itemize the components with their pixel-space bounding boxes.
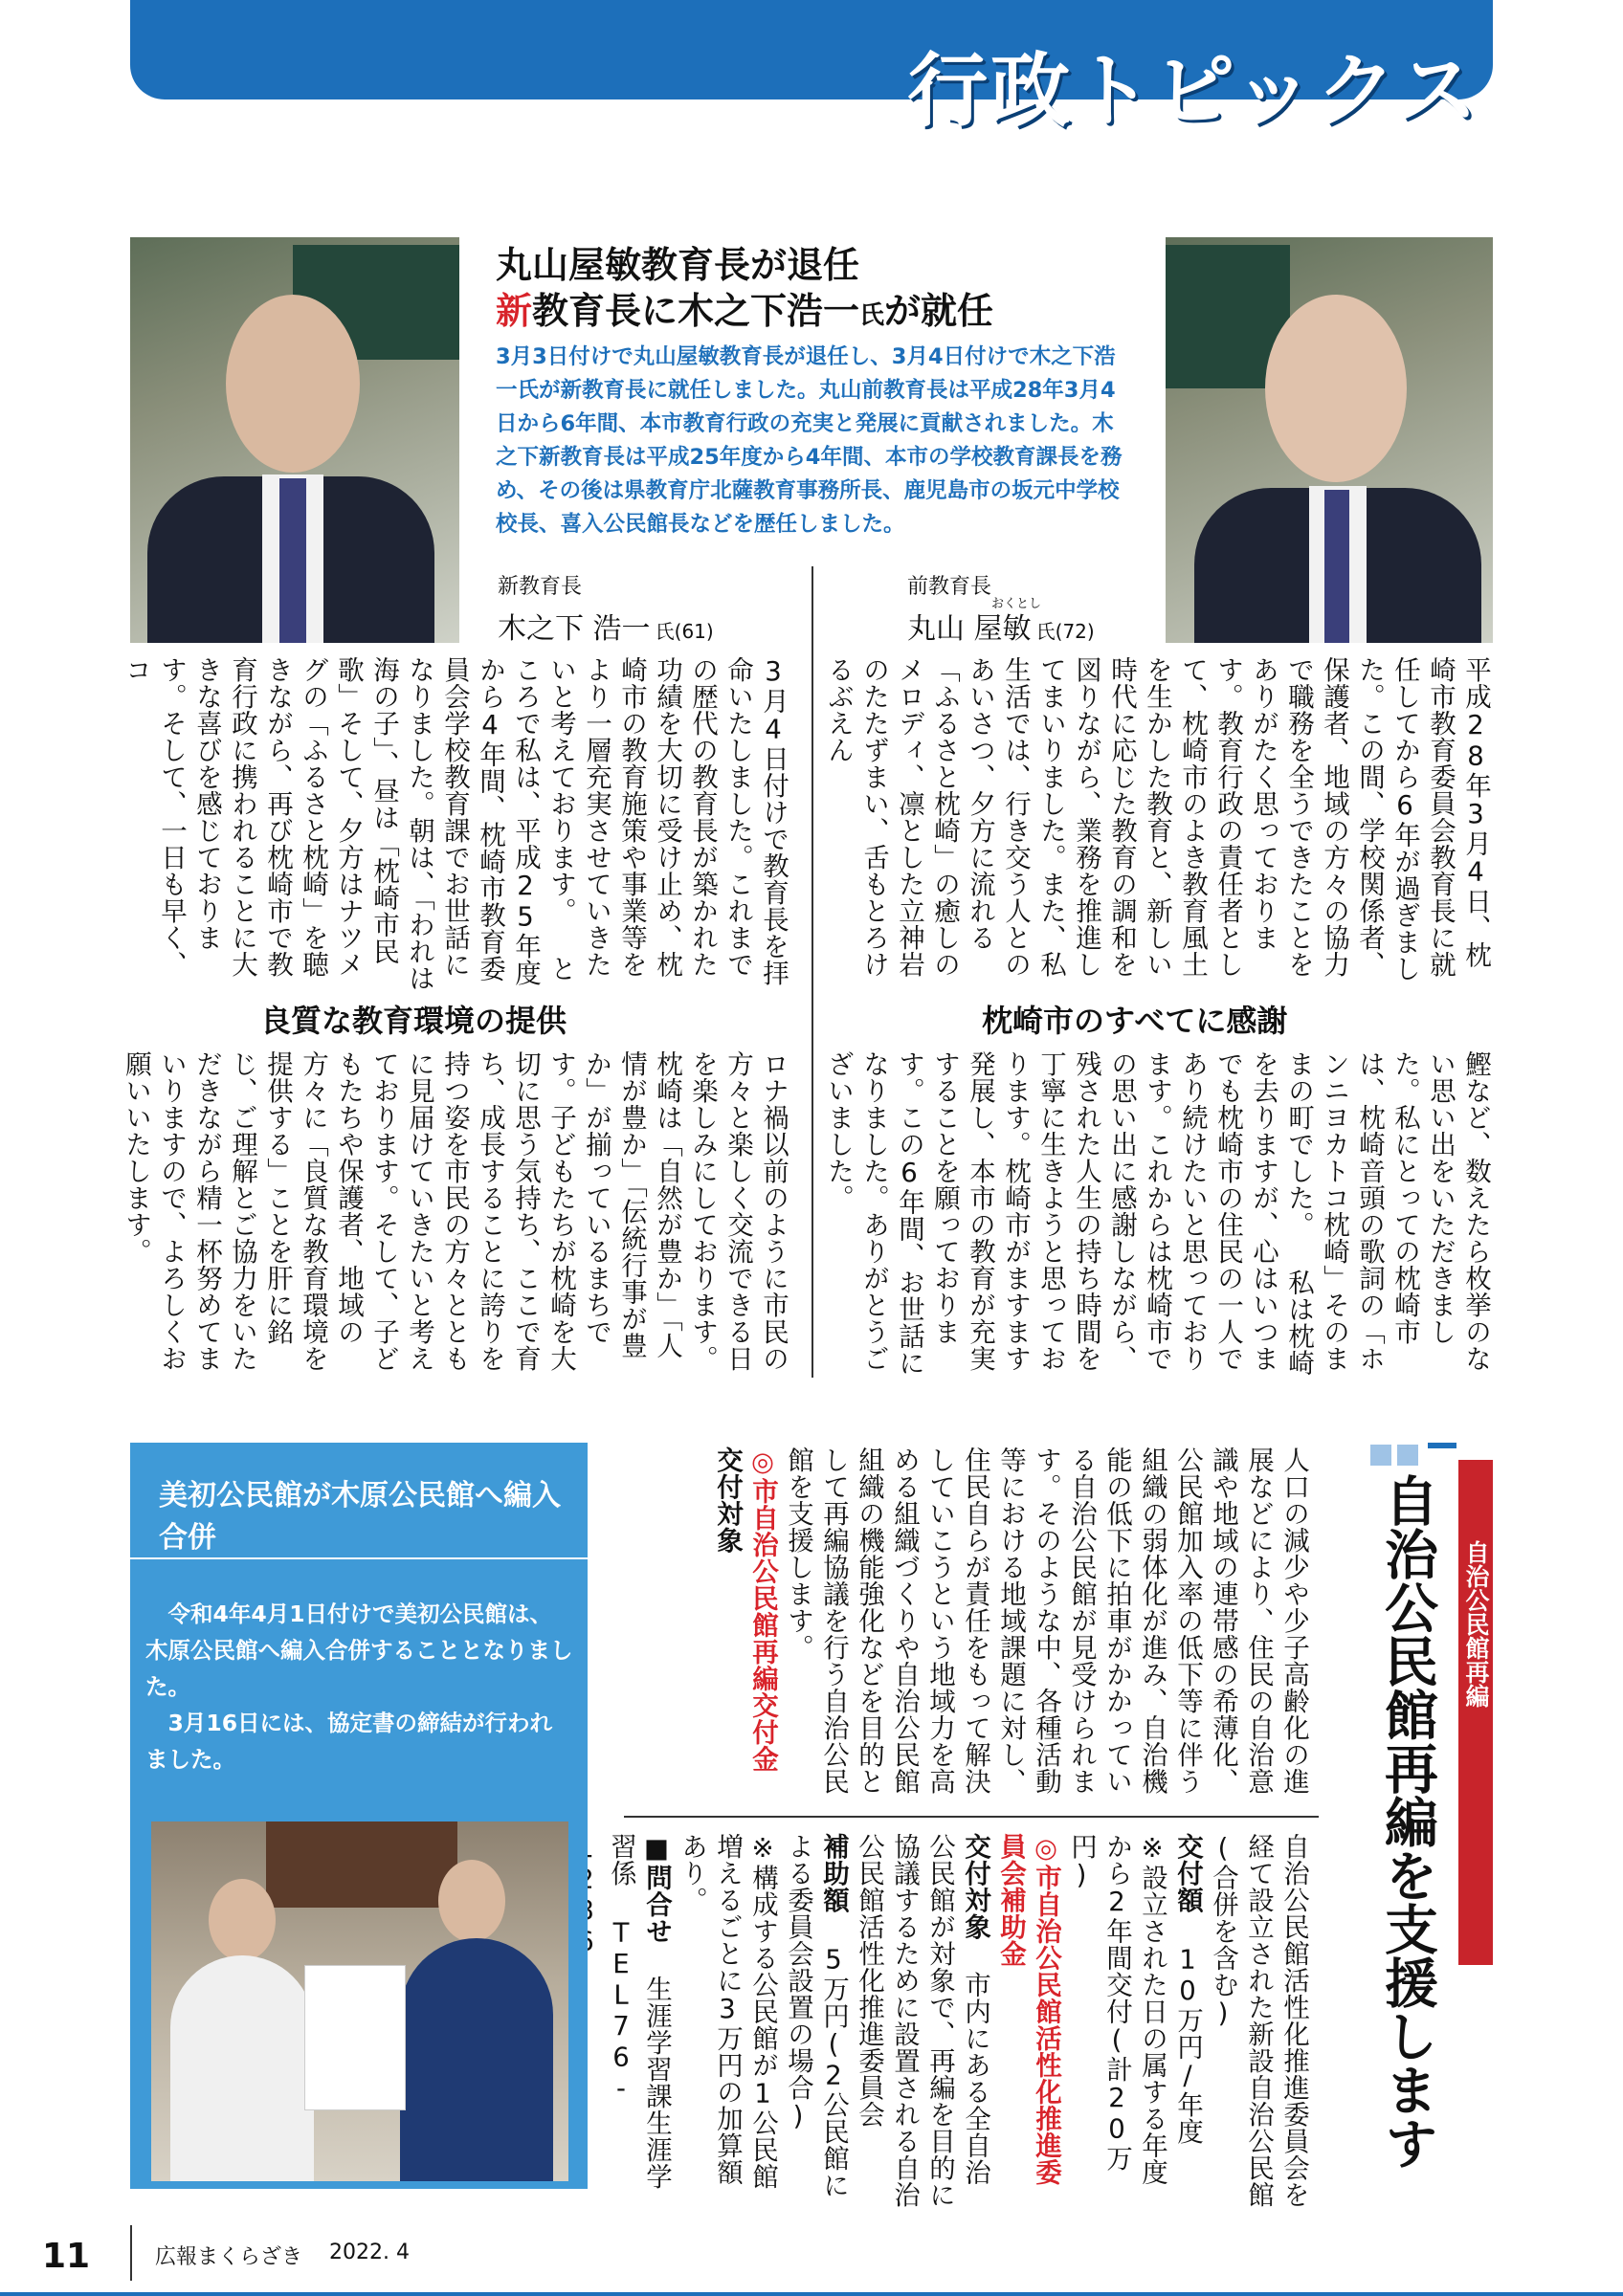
- former-subhead: 枕崎市のすべてに感謝: [982, 1003, 1288, 1039]
- category-badge: [1458, 1460, 1493, 1965]
- publication-name: 広報まくらざき: [155, 2245, 303, 2269]
- headline-line1: 丸山屋敏教育長が退任: [496, 244, 860, 286]
- new-subhead: 良質な教育環境の提供: [260, 1003, 567, 1039]
- support-intro-text: 人口の減少や少子高齢化の進展などにより、住民の自治意識や地域の連帯感の希薄化、公民館加入率の低下等に伴う組織の弱体化が進み、自治機能の低下に拍車がかかっている自治公民館が見受けられます。そのような中、各種活動等における地域課題に対し、住民自らが責任をもって解決していこうという地域力を高める組織づくりや自治公民館組織の機能強化などを目的として再編協議を行う自治公民館を支援します。: [783, 1446, 1309, 1795]
- photo-former-superintendent: [1166, 237, 1493, 643]
- merger-body-2: 3月16日には、協定書の締結が行われました。: [145, 1710, 553, 1773]
- grant2-target: 市内にある全自治公民館が対象で、再編を目的に協議するために設置される自治公民館活性化推進委員会: [854, 1833, 990, 2208]
- grant1-note: ※設立された日の属する年度から2年間交付(計20万円): [1066, 1833, 1167, 2186]
- grant2-note: ※構成する公民館が1公民館増えるごとに3万円の加算額あり。: [677, 1833, 778, 2190]
- footer-divider: [130, 2225, 132, 2281]
- new-body-top: 3月4日付けで教育長を拝命いたしました。これまでの歴代の教育長が築かれた功績を大切に受け止め、枕崎市の教育施策や事業等をより一層充実させていきたいと考えております。 ところで私は、平成25年度から4年間、枕崎市教育委員会学校教育課でお世話になりました。朝は、「われは海の子」、昼は「枕崎市民歌」そして、夕方はナツメグの「ふるさと枕崎」を聴きながら、再び枕崎市で教育行政に携われることに大きな喜びを感じております。そして、一日も早く、コ: [121, 656, 789, 992]
- grant2-amount: 5万円(2公民館による委員会設置の場合): [783, 1833, 849, 2198]
- new-body-bottom: ロナ禍以前のように市民の方々と楽しく交流できる日を楽しみにしております。 枕崎は「自然が豊か」「人情が豊か」「伝統行事が豊か」が揃っているまちです。子どもたちが枕崎を大切に思う気持ち、ここで育ち、成長することに誇りを持つ姿を市民の方々とともに見届けていきたいと考えております。そして、子どもたちや保護者、地域の方々に「良質な教育環境を提供する」ことを肝に銘じ、ご理解とご協力をいただきながら精一杯努めてまいりますので、よろしくお願いいたします。: [121, 1050, 789, 1372]
- support-divider: [624, 1816, 1319, 1818]
- publication-date: 2022. 4: [329, 2241, 410, 2264]
- grant2-amount-label: 補助額: [818, 1833, 849, 1913]
- contact-label: ■問合せ: [641, 1833, 672, 1945]
- contact-info: 生涯学習課生涯学習係 TEL76-: [606, 1833, 672, 2190]
- decor-square-1: [1370, 1445, 1391, 1466]
- support-title: 自治公民館再編を支援します: [1376, 1473, 1438, 2170]
- grant2-heading: ◎市自治公民館活性化推進委員会補助金: [995, 1833, 1061, 2186]
- grant2-target-label: 交付対象: [960, 1833, 990, 1940]
- headline-new: 新: [496, 290, 533, 332]
- grant1-target: 自治公民館活性化推進委員会を経て設立された新設自治公民館(合併を含む): [1208, 1833, 1309, 2208]
- photo-new-superintendent: [130, 237, 459, 643]
- headline-end: が就任: [884, 290, 994, 332]
- merger-body-1: 令和4年4月1日付けで美初公民館は、木原公民館へ編入合併することとなりました。: [145, 1601, 573, 1700]
- category-badge-label: 自治公民館再編: [1462, 1540, 1490, 1708]
- headline-rest: 教育長に木之下浩一: [532, 290, 860, 332]
- decor-square-2: [1397, 1445, 1418, 1466]
- merger-body: [145, 1596, 574, 1777]
- column-divider: [812, 566, 813, 1378]
- new-name-caption: [498, 605, 714, 647]
- former-body-bottom: 鰹など、数えたら枚挙のない思い出をいただきました。私にとっての枕崎市は、枕崎音頭の歌詞の「ホンニヨカトコ枕崎」そのままの町でした。 私は枕崎を去りますが、心はいつまでも枕崎市の住民の一人であり続けたいと思っております。これからは枕崎市での思い出に感謝しながら、残された人生の持ち時間を丁寧に生きようと思っております。枕崎市がますます発展し、本市の教育が充実することを願っております。この6年間、お世話になりました。ありがとうございました。: [823, 1050, 1491, 1377]
- footer-bottom-line: [0, 2292, 1623, 2296]
- former-name: 丸山 屋敏: [907, 612, 1032, 646]
- headline-line2: [496, 281, 993, 334]
- photo-agreement-signing: [151, 1821, 568, 2181]
- former-role-caption: 前教育長: [907, 575, 992, 599]
- former-name-ruby: おくとし: [991, 597, 1042, 611]
- lead-paragraph: 3月3日付けで丸山屋敏教育長が退任し、3月4日付けで木之下浩一氏が新教育長に就任しました。丸山前教育長は平成28年3月4日から6年間、本市教育行政の充実と発展に貢献されました。木之下新教育長は平成25年度から4年間、本市の学校教育課長を務め、その後は県教育庁北薩教育事務所長、鹿児島市の坂元中学校校長、喜入公民館長などを歴任しました。: [496, 344, 1123, 537]
- merger-title: 美初公民館が木原公民館へ編入合併: [159, 1479, 561, 1555]
- former-name-suffix: 氏(72): [1035, 620, 1095, 643]
- headline-suffix: 氏: [859, 301, 885, 330]
- grant1-heading: ◎市自治公民館再編交付金: [747, 1446, 778, 1773]
- grant1-amount: 10万円/年度: [1172, 1944, 1203, 2145]
- former-name-caption: [907, 605, 1095, 647]
- former-body-top: 平成28年3月4日、枕崎市教育委員会教育長に就任してから6年が過ぎました。この間、学校関係者、保護者、地域の方々の協力で職務を全うできたことをありがたく思っております。教育行政の責任者として、枕崎市のよき教育風土を生かした教育と、新しい時代に応じた教育の調和を図りながら、業務を推進してまいりました。また、私生活では、行き交う人とのあいさつ、夕方に流れる「ふるさと枕崎」の癒しのメロディ、凛とした立神岩のたたずまい、舌もとろけるぶえん: [823, 656, 1491, 982]
- decor-bar: [1428, 1443, 1456, 1448]
- section-title: 行政トピックス: [907, 44, 1479, 138]
- page-number: 11: [42, 2237, 91, 2276]
- grant1-amount-label: 交付額: [1172, 1833, 1203, 1913]
- support-details: [606, 1833, 1311, 2208]
- grant1-target-label: 交付対象: [712, 1446, 743, 1554]
- new-role-caption: 新教育長: [498, 575, 583, 599]
- new-name: 木之下 浩一: [498, 612, 651, 646]
- support-intro: [662, 1446, 1311, 1795]
- new-name-suffix: 氏(61): [655, 620, 714, 643]
